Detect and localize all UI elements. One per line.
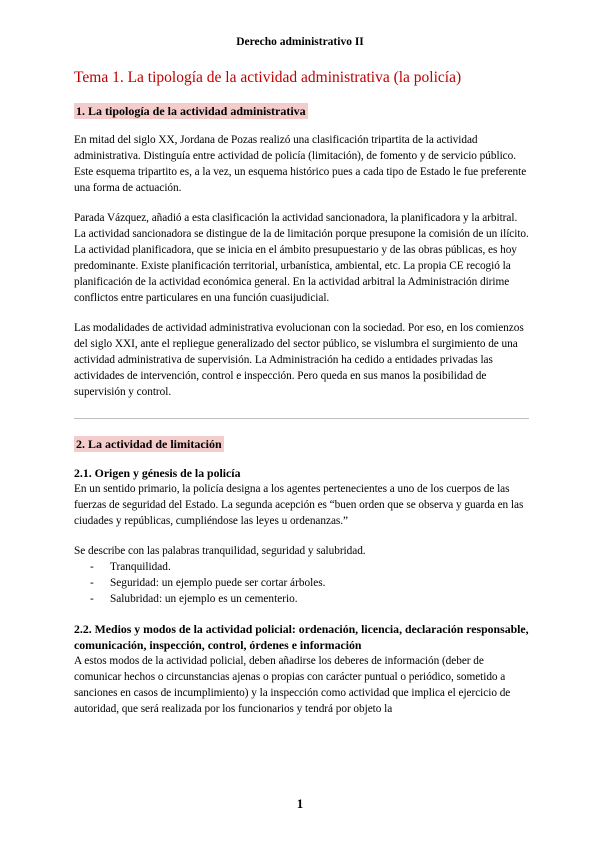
section-1-heading: 1. La tipología de la actividad administrativa [76,104,306,118]
section-1-paragraph-3: Las modalidades de actividad administrativa evolucionan con la sociedad. Por eso, en los comienzos del siglo XXI, ante el repliegue generalizado del sector público, se vislumbra el surgimiento de una actividad administrativa de supervisión. La Administración ha cedido a entidades privadas las actividades de intervención, control e inspección. Pero queda en sus manos la posibilidad de supervisión y control. [74,322,524,398]
page-number: 1 [296,796,304,811]
subsection-2-1-heading: 2.1. Origen y génesis de la policía [74,466,241,480]
section-divider [74,418,529,419]
subsection-2-1-paragraph: En un sentido primario, la policía designa a los agentes pertenecientes a uno de los cuerpos de las fuerzas de seguridad del Estado. La segunda acepción es “buen orden que se observa y guarda en las ciudades y repúblicas, cumpliéndose las leyes u ordenanzas.” [74,483,524,527]
subsection-2-1-intro: Se describe con las palabras tranquilidad, seguridad y salubridad. [74,545,366,557]
section-1-paragraph-1: En mitad del siglo XX, Jordana de Pozas realizó una clasificación tripartita de la actividad administrativa. Distinguía entre actividad de policía (limitación), de fomento y de servicio público. Este esquema tripartito es, a la vez, un esquema histórico pues a cada tipo de Estado le fue preferente una forma de actuación. [74,134,527,194]
document-title: Tema 1. La tipología de la actividad administrativa (la policía) [74,69,462,86]
list-item: - Seguridad: un ejemplo puede ser cortar árboles. [90,575,529,591]
list-item: - Salubridad: un ejemplo es un cementerio. [90,591,529,607]
subsection-2-2-heading: 2.2. Medios y modos de la actividad policial: ordenación, licencia, declaración responsable, comunicación, inspección, control, órdenes e información [74,622,529,652]
section-2-heading: 2. La actividad de limitación [76,437,222,451]
dash-list [74,559,529,607]
document-body [74,68,529,717]
section-1-paragraph-2: Parada Vázquez, añadió a esta clasificación la actividad sancionadora, la planificadora y la arbitral. La actividad sancionadora se distingue de la de limitación porque presupone la comisión de un ilícito. La actividad planificadora, que se inicia en el ámbito presupuestario y de las obras públicas, es hoy predominante. Existe planificación territorial, urbanística, ambiental, etc. La propia CE recogió la planificación de la actividad económica general. En la actividad arbitral la Administración dirime conflictos entre particulares en una función cuasijudicial. [74,212,529,304]
list-item: - Tranquilidad. [90,559,529,575]
page-header: Derecho administrativo II [236,36,364,48]
subsection-2-2-paragraph: A estos modos de la actividad policial, deben añadirse los deberes de información (deber de comunicar hechos o circunstancias ajenas o propias con carácter puntual o periódico, sometido a sanciones en casos de incumplimiento) y la inspección como actividad que implica el ejercicio de autoridad, que será realizada por los funcionarios y tendrá por objeto la [74,655,511,715]
